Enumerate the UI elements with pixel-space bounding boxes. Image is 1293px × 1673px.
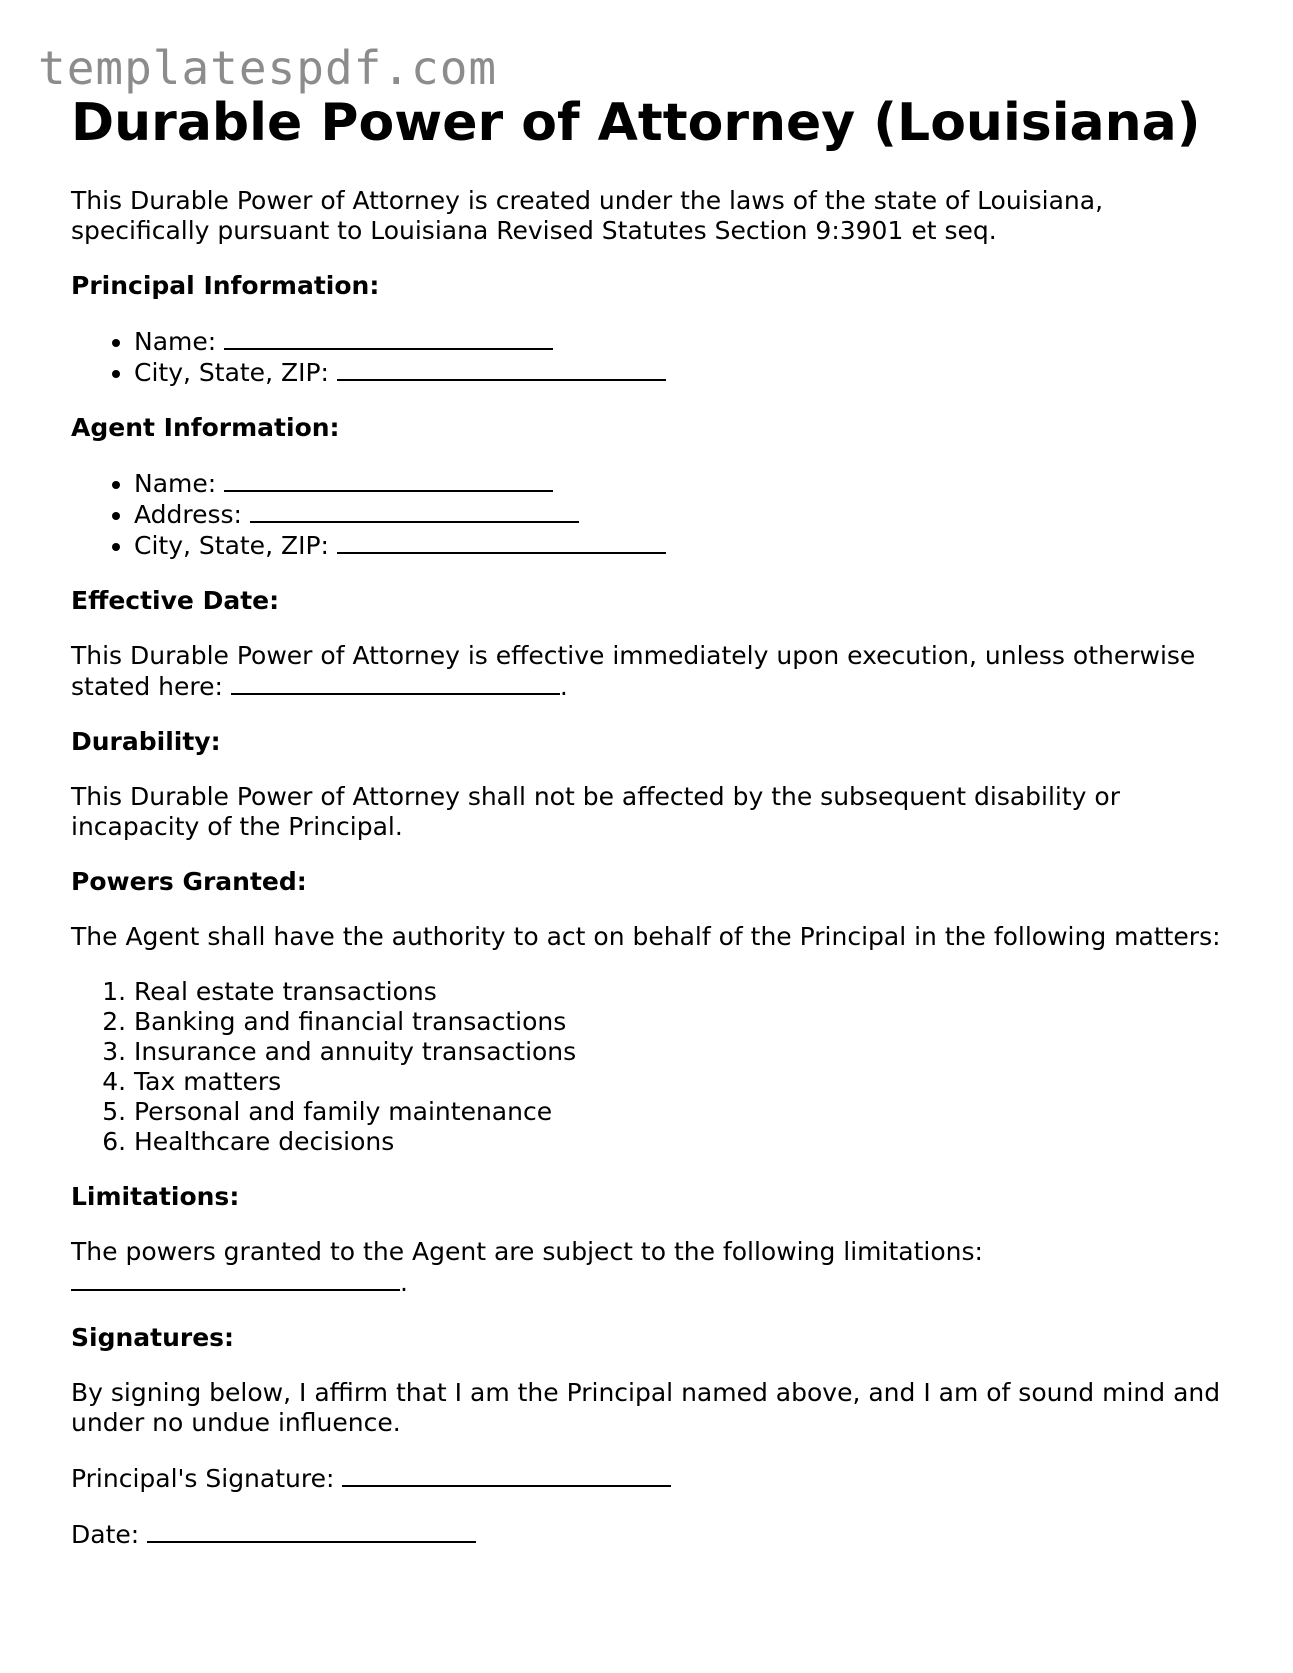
date-line (71, 1519, 1231, 1550)
period: . (400, 1268, 408, 1297)
field-label: City, State, ZIP: (134, 531, 329, 560)
blank-line[interactable] (337, 357, 666, 381)
powers-paragraph: The Agent shall have the authority to act on behalf of the Principal in the following matters: (71, 922, 1221, 951)
list-item: 1. Real estate transactions (134, 977, 1231, 1007)
field-label: Name: (134, 327, 217, 356)
principal-heading: Principal Information: (71, 271, 380, 300)
principal-signature-line (71, 1463, 1231, 1494)
signatures-heading: Signatures: (71, 1323, 235, 1352)
list-item: 4. Tax matters (134, 1067, 1231, 1097)
blank-line[interactable] (231, 671, 560, 695)
durability-paragraph: This Durable Power of Attorney shall not be affected by the subsequent disability or incapacity of the Principal. (71, 782, 1120, 841)
limitations-heading: Limitations: (71, 1182, 240, 1211)
field-label: Address: (134, 500, 242, 529)
field-label: Name: (134, 469, 217, 498)
durability-heading: Durability: (71, 727, 221, 756)
blank-line[interactable] (337, 530, 666, 554)
effective-date-text: This Durable Power of Attorney is effective immediately upon execution, unless otherwise stated here: (71, 641, 1196, 701)
list-item: 3. Insurance and annuity transactions (134, 1037, 1231, 1067)
principal-fields (71, 326, 1231, 388)
list-item: 5. Personal and family maintenance (134, 1097, 1231, 1127)
field-label: City, State, ZIP: (134, 358, 329, 387)
period: . (559, 672, 568, 701)
effective-date-paragraph (71, 641, 1231, 702)
blank-line[interactable] (224, 468, 553, 492)
powers-heading: Powers Granted: (71, 867, 307, 896)
agent-address-field (134, 499, 1231, 530)
blank-line[interactable] (250, 499, 579, 523)
blank-line[interactable] (147, 1519, 476, 1543)
agent-fields (71, 468, 1231, 561)
limitations-paragraph (71, 1237, 1231, 1298)
blank-line[interactable] (71, 1267, 400, 1291)
powers-list (71, 977, 1231, 1157)
list-item: 2. Banking and financial transactions (134, 1007, 1231, 1037)
agent-heading: Agent Information: (71, 413, 340, 442)
agent-city-field (134, 530, 1231, 561)
principal-signature-label: Principal's Signature: (71, 1464, 335, 1493)
document-title: Durable Power of Attorney (Louisiana) (71, 93, 1201, 153)
blank-line[interactable] (342, 1463, 671, 1487)
list-item: 6. Healthcare decisions (134, 1127, 1231, 1157)
agent-name-field (134, 468, 1231, 499)
signatures-paragraph: By signing below, I affirm that I am the Principal named above, and I am of sound mind and under no undue influence. (71, 1378, 1221, 1437)
effective-date-heading: Effective Date: (71, 586, 280, 615)
intro-paragraph: This Durable Power of Attorney is created under the laws of the state of Louisiana, specifically pursuant to Louisiana Revised Statutes Section 9:3901 et seq. (71, 186, 1104, 245)
limitations-text: The powers granted to the Agent are subject to the following limitations: (71, 1237, 983, 1266)
principal-name-field (134, 326, 1231, 357)
date-label: Date: (71, 1520, 140, 1549)
watermark: templatespdf.com (38, 41, 498, 95)
principal-city-field (134, 357, 1231, 388)
document-body (71, 90, 1231, 1550)
blank-line[interactable] (224, 326, 553, 350)
